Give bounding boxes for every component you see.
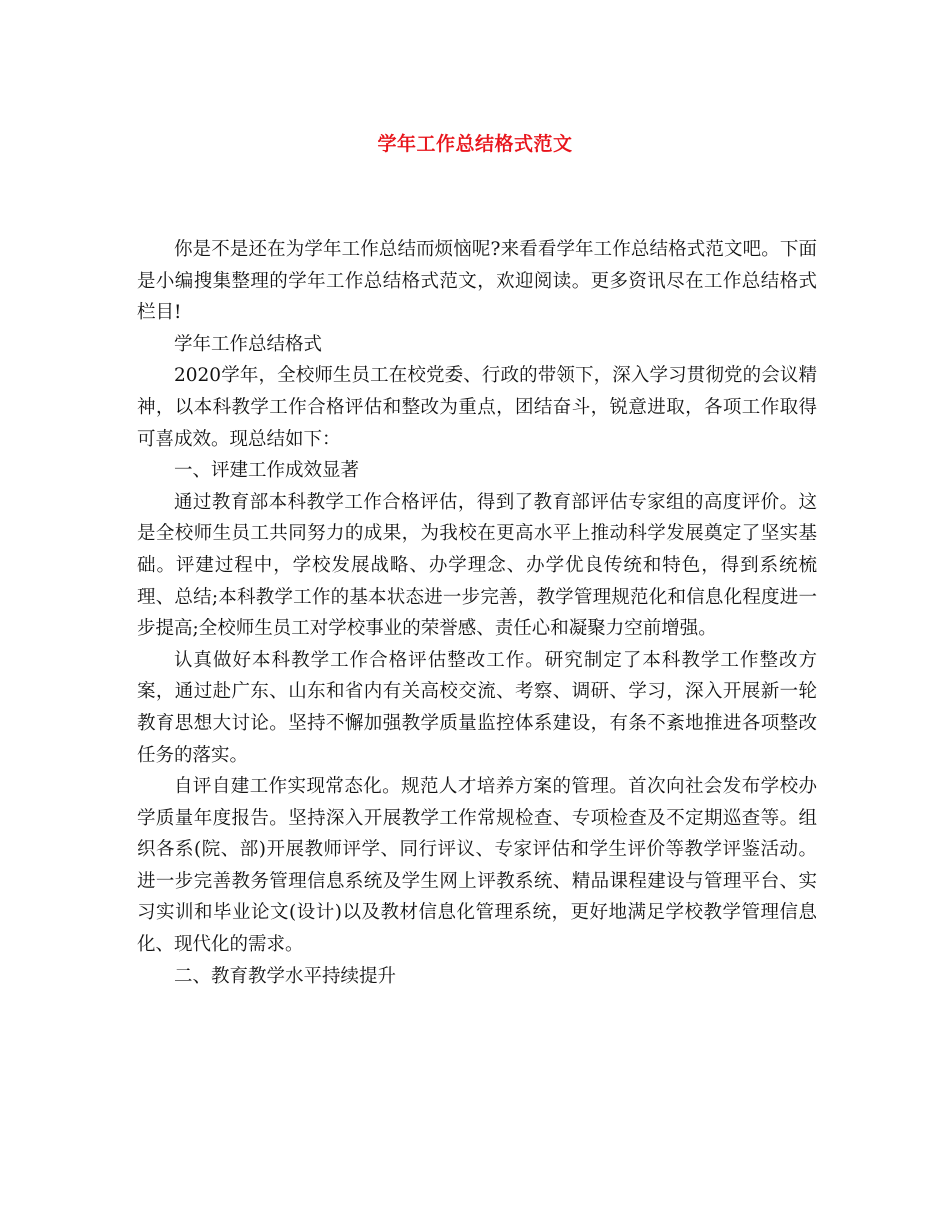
section-heading-1: 一、评建工作成效显著	[174, 460, 360, 482]
intro-paragraph: 你是不是还在为学年工作总结而烦恼呢?来看看学年工作总结格式范文吧。下面是小编搜集整理的学年工作总结格式范文，欢迎阅读。更多资讯尽在工作总结格式栏目!	[137, 239, 817, 324]
body-paragraph: 通过教育部本科教学工作合格评估，得到了教育部评估专家组的高度评价。这是全校师生员工共同努力的成果，为我校在更高水平上推动科学发展奠定了坚实基础。评建过程中，学校发展战略、办学理念、办学优良传统和特色，得到系统梳理、总结;本科教学工作的基本状态进一步完善，教学管理规范化和信息化程度进一步提高;全校师生员工对学校事业的荣誉感、责任心和凝聚力空前增强。	[137, 491, 817, 640]
document-title: 学年工作总结格式范文	[377, 133, 573, 155]
document-body	[137, 234, 817, 992]
body-paragraph: 自评自建工作实现常态化。规范人才培养方案的管理。首次向社会发布学校办学质量年度报告。坚持深入开展教学工作常规检查、专项检查及不定期巡查等。组织各系(院、部)开展教师评学、同行评议、专家评估和学生评价等教学评鉴活动。进一步完善教务管理信息系统及学生网上评教系统、精品课程建设与管理平台、实习实训和毕业论文(设计)以及教材信息化管理系统，更好地满足学校教学管理信息化、现代化的需求。	[137, 776, 817, 956]
body-paragraph: 认真做好本科教学工作合格评估整改工作。研究制定了本科教学工作整改方案，通过赴广东、山东和省内有关高校交流、考察、调研、学习，深入开展新一轮教育思想大讨论。坚持不懈加强教学质量监控体系建设，有条不紊地推进各项整改任务的落实。	[137, 649, 817, 766]
section-heading: 学年工作总结格式	[174, 333, 323, 355]
overview-paragraph: 2020学年，全校师生员工在校党委、行政的带领下，深入学习贯彻党的会议精神，以本科教学工作合格评估和整改为重点，团结奋斗，锐意进取，各项工作取得可喜成效。现总结如下：	[137, 365, 817, 450]
section-heading-2: 二、教育教学水平持续提升	[174, 965, 397, 987]
